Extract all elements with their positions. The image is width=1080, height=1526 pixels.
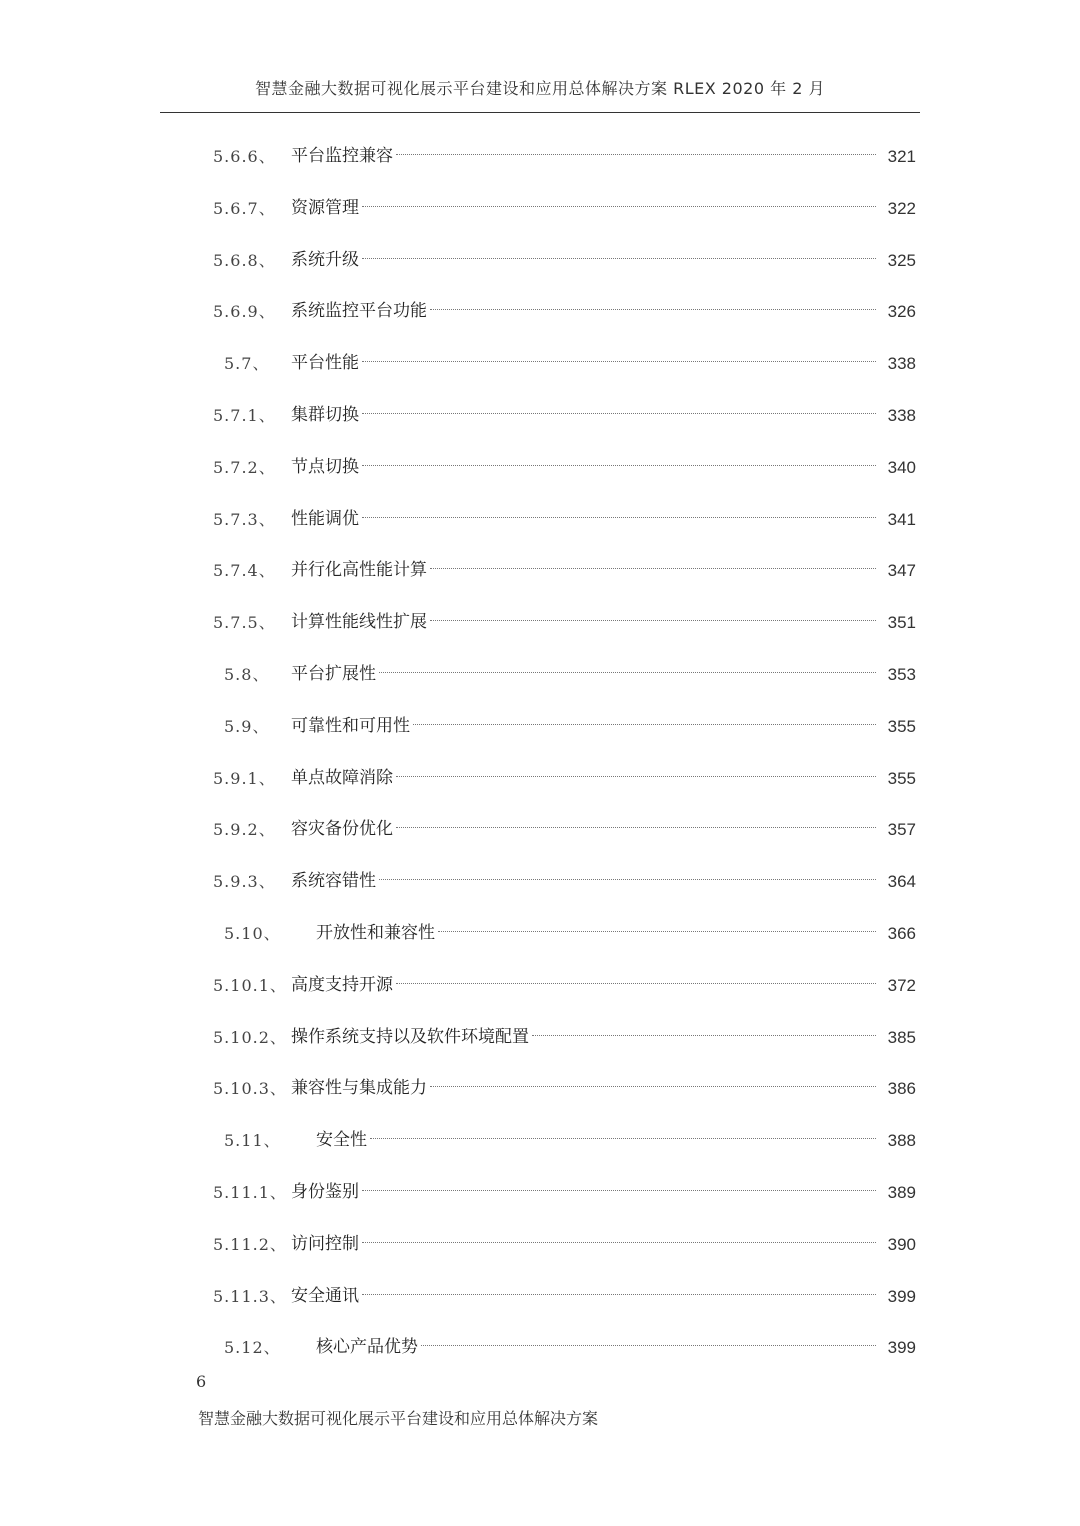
toc-entry-number: 5.6.7、 bbox=[213, 198, 276, 218]
toc-entry-title: 平台扩展性 bbox=[291, 663, 376, 684]
toc-entry-leader bbox=[316, 1322, 916, 1374]
toc-entry-title: 容灾备份优化 bbox=[291, 819, 393, 840]
toc-entry-title: 高度支持开源 bbox=[291, 974, 393, 995]
toc-entry-title: 安全性 bbox=[316, 1130, 367, 1151]
toc-entry-number: 5.12、 bbox=[224, 1338, 281, 1358]
toc-entry-leader bbox=[291, 649, 916, 701]
toc-entry[interactable] bbox=[0, 804, 1080, 856]
toc-entry[interactable] bbox=[0, 1167, 1080, 1219]
toc-entry-page: 372 bbox=[876, 960, 916, 1012]
toc-entry-leader bbox=[291, 286, 916, 338]
toc-entry-leader bbox=[291, 960, 916, 1012]
toc-entry-title: 核心产品优势 bbox=[316, 1337, 418, 1358]
toc-entry-page: 340 bbox=[876, 442, 916, 494]
toc-entry-leader bbox=[291, 1219, 916, 1271]
toc-dot-leader bbox=[362, 413, 914, 414]
toc-entry[interactable] bbox=[0, 908, 1080, 960]
toc-dot-leader bbox=[362, 517, 914, 518]
toc-entry-number: 5.11、 bbox=[224, 1131, 281, 1151]
toc-entry-page: 389 bbox=[876, 1167, 916, 1219]
toc-entry[interactable] bbox=[0, 1271, 1080, 1323]
toc-entry-page: 351 bbox=[876, 597, 916, 649]
toc-entry[interactable] bbox=[0, 286, 1080, 338]
toc-entry-number: 5.10.1、 bbox=[213, 975, 287, 995]
toc-entry-leader bbox=[291, 131, 916, 183]
toc-entry-leader bbox=[291, 338, 916, 390]
toc-entry-leader bbox=[291, 804, 916, 856]
toc-dot-leader bbox=[362, 1242, 914, 1243]
toc-entry-leader bbox=[291, 597, 916, 649]
toc-entry[interactable] bbox=[0, 183, 1080, 235]
toc-entry-title: 系统容错性 bbox=[291, 871, 376, 892]
toc-dot-leader bbox=[362, 1190, 914, 1191]
toc-entry-title: 计算性能线性扩展 bbox=[291, 612, 427, 633]
toc-entry[interactable] bbox=[0, 753, 1080, 805]
toc-entry-number: 5.8、 bbox=[224, 664, 270, 684]
toc-entry-number: 5.7.5、 bbox=[213, 613, 276, 633]
toc-dot-leader bbox=[430, 568, 914, 569]
toc-entry-page: 338 bbox=[876, 390, 916, 442]
toc-entry-page: 399 bbox=[876, 1271, 916, 1323]
toc-entry-page: 347 bbox=[876, 545, 916, 597]
toc-entry-page: 341 bbox=[876, 494, 916, 546]
toc-entry-leader bbox=[291, 1012, 916, 1064]
toc-entry-title: 操作系统支持以及软件环境配置 bbox=[291, 1026, 529, 1047]
toc-entry[interactable] bbox=[0, 597, 1080, 649]
toc-entry-page: 388 bbox=[876, 1115, 916, 1167]
toc-dot-leader bbox=[396, 827, 914, 828]
page-number: 6 bbox=[196, 1372, 207, 1391]
toc-entry-number: 5.10.3、 bbox=[213, 1079, 287, 1099]
toc-entry-page: 390 bbox=[876, 1219, 916, 1271]
toc-entry-page: 399 bbox=[876, 1322, 916, 1374]
toc-entry-page: 355 bbox=[876, 753, 916, 805]
toc-entry-page: 353 bbox=[876, 649, 916, 701]
toc-dot-leader bbox=[413, 724, 914, 725]
toc-entry-number: 5.9、 bbox=[224, 716, 270, 736]
toc-entry-title: 身份鉴别 bbox=[291, 1181, 359, 1202]
toc-entry-leader bbox=[291, 494, 916, 546]
toc-entry[interactable] bbox=[0, 131, 1080, 183]
toc-entry[interactable] bbox=[0, 494, 1080, 546]
toc-entry-number: 5.10、 bbox=[224, 923, 281, 943]
toc-dot-leader bbox=[370, 1138, 914, 1139]
toc-dot-leader bbox=[430, 309, 914, 310]
toc-entry-page: 355 bbox=[876, 701, 916, 753]
table-of-contents bbox=[0, 131, 1080, 1374]
toc-entry-page: 326 bbox=[876, 286, 916, 338]
toc-dot-leader bbox=[362, 465, 914, 466]
toc-entry-page: 325 bbox=[876, 235, 916, 287]
toc-dot-leader bbox=[362, 258, 914, 259]
toc-entry-number: 5.6.9、 bbox=[213, 302, 276, 322]
toc-entry-number: 5.10.2、 bbox=[213, 1027, 287, 1047]
toc-entry-leader bbox=[291, 235, 916, 287]
toc-entry-title: 集群切换 bbox=[291, 404, 359, 425]
toc-entry-number: 5.6.8、 bbox=[213, 250, 276, 270]
toc-entry-page: 321 bbox=[876, 131, 916, 183]
toc-dot-leader bbox=[396, 983, 914, 984]
toc-dot-leader bbox=[362, 206, 914, 207]
toc-dot-leader bbox=[430, 620, 914, 621]
toc-entry-leader bbox=[291, 183, 916, 235]
toc-entry[interactable] bbox=[0, 1063, 1080, 1115]
toc-entry[interactable] bbox=[0, 701, 1080, 753]
toc-entry-page: 385 bbox=[876, 1012, 916, 1064]
toc-entry-number: 5.7.2、 bbox=[213, 457, 276, 477]
toc-entry-leader bbox=[291, 1167, 916, 1219]
toc-entry[interactable] bbox=[0, 856, 1080, 908]
toc-entry-title: 安全通讯 bbox=[291, 1285, 359, 1306]
toc-entry-title: 节点切换 bbox=[291, 456, 359, 477]
toc-entry-title: 单点故障消除 bbox=[291, 767, 393, 788]
toc-dot-leader bbox=[362, 361, 914, 362]
toc-entry[interactable] bbox=[0, 338, 1080, 390]
toc-entry-number: 5.7.3、 bbox=[213, 509, 276, 529]
toc-entry-leader bbox=[291, 856, 916, 908]
toc-dot-leader bbox=[379, 672, 914, 673]
toc-entry-number: 5.9.1、 bbox=[213, 768, 276, 788]
toc-entry[interactable] bbox=[0, 235, 1080, 287]
toc-entry-number: 5.11.2、 bbox=[213, 1234, 287, 1254]
toc-entry[interactable] bbox=[0, 1115, 1080, 1167]
toc-entry[interactable] bbox=[0, 960, 1080, 1012]
toc-entry-number: 5.6.6、 bbox=[213, 147, 276, 166]
header-divider bbox=[160, 112, 920, 113]
toc-entry-number: 5.9.2、 bbox=[213, 820, 276, 840]
toc-entry-title: 并行化高性能计算 bbox=[291, 560, 427, 581]
toc-entry-title: 性能调优 bbox=[291, 508, 359, 529]
toc-entry-title: 开放性和兼容性 bbox=[316, 922, 435, 943]
toc-entry-page: 322 bbox=[876, 183, 916, 235]
toc-dot-leader bbox=[396, 154, 914, 155]
toc-dot-leader bbox=[421, 1345, 914, 1346]
footer-document-title: 智慧金融大数据可视化展示平台建设和应用总体解决方案 bbox=[198, 1409, 599, 1428]
toc-entry[interactable] bbox=[0, 649, 1080, 701]
toc-entry[interactable] bbox=[0, 1322, 1080, 1374]
toc-entry-leader bbox=[316, 1115, 916, 1167]
toc-dot-leader bbox=[532, 1035, 914, 1036]
toc-entry-page: 386 bbox=[876, 1063, 916, 1115]
toc-entry-leader bbox=[316, 908, 916, 960]
toc-entry-number: 5.7.1、 bbox=[213, 405, 276, 425]
toc-entry-number: 5.11.3、 bbox=[213, 1286, 287, 1306]
toc-entry[interactable] bbox=[0, 1219, 1080, 1271]
toc-entry-page: 364 bbox=[876, 856, 916, 908]
toc-entry-title: 访问控制 bbox=[291, 1233, 359, 1254]
toc-entry-title: 可靠性和可用性 bbox=[291, 715, 410, 736]
toc-entry-title: 平台性能 bbox=[291, 353, 359, 374]
toc-dot-leader bbox=[396, 776, 914, 777]
toc-entry-number: 5.9.3、 bbox=[213, 872, 276, 892]
page-header: 智慧金融大数据可视化展示平台建设和应用总体解决方案 RLEX 2020 年 2 月 bbox=[255, 79, 825, 98]
toc-entry-page: 366 bbox=[876, 908, 916, 960]
toc-entry[interactable] bbox=[0, 545, 1080, 597]
toc-entry-leader bbox=[291, 753, 916, 805]
toc-entry-title: 系统监控平台功能 bbox=[291, 301, 427, 322]
toc-entry-number: 5.7.4、 bbox=[213, 561, 276, 581]
toc-entry-leader bbox=[291, 390, 916, 442]
toc-entry[interactable] bbox=[0, 1012, 1080, 1064]
toc-entry-leader bbox=[291, 545, 916, 597]
toc-entry-title: 资源管理 bbox=[291, 197, 359, 218]
toc-entry-title: 平台监控兼容 bbox=[291, 146, 393, 166]
toc-entry[interactable] bbox=[0, 390, 1080, 442]
toc-entry-leader bbox=[291, 1271, 916, 1323]
toc-entry-number: 5.7、 bbox=[224, 354, 270, 374]
toc-entry-leader bbox=[291, 442, 916, 494]
toc-entry-leader bbox=[291, 1063, 916, 1115]
toc-dot-leader bbox=[379, 879, 914, 880]
toc-entry-leader bbox=[291, 701, 916, 753]
toc-entry-page: 338 bbox=[876, 338, 916, 390]
toc-entry-title: 兼容性与集成能力 bbox=[291, 1078, 427, 1099]
toc-entry-number: 5.11.1、 bbox=[213, 1182, 287, 1202]
toc-dot-leader bbox=[438, 931, 914, 932]
toc-dot-leader bbox=[430, 1086, 914, 1087]
toc-entry-page: 357 bbox=[876, 804, 916, 856]
toc-entry-title: 系统升级 bbox=[291, 249, 359, 270]
toc-dot-leader bbox=[362, 1294, 914, 1295]
toc-entry[interactable] bbox=[0, 442, 1080, 494]
